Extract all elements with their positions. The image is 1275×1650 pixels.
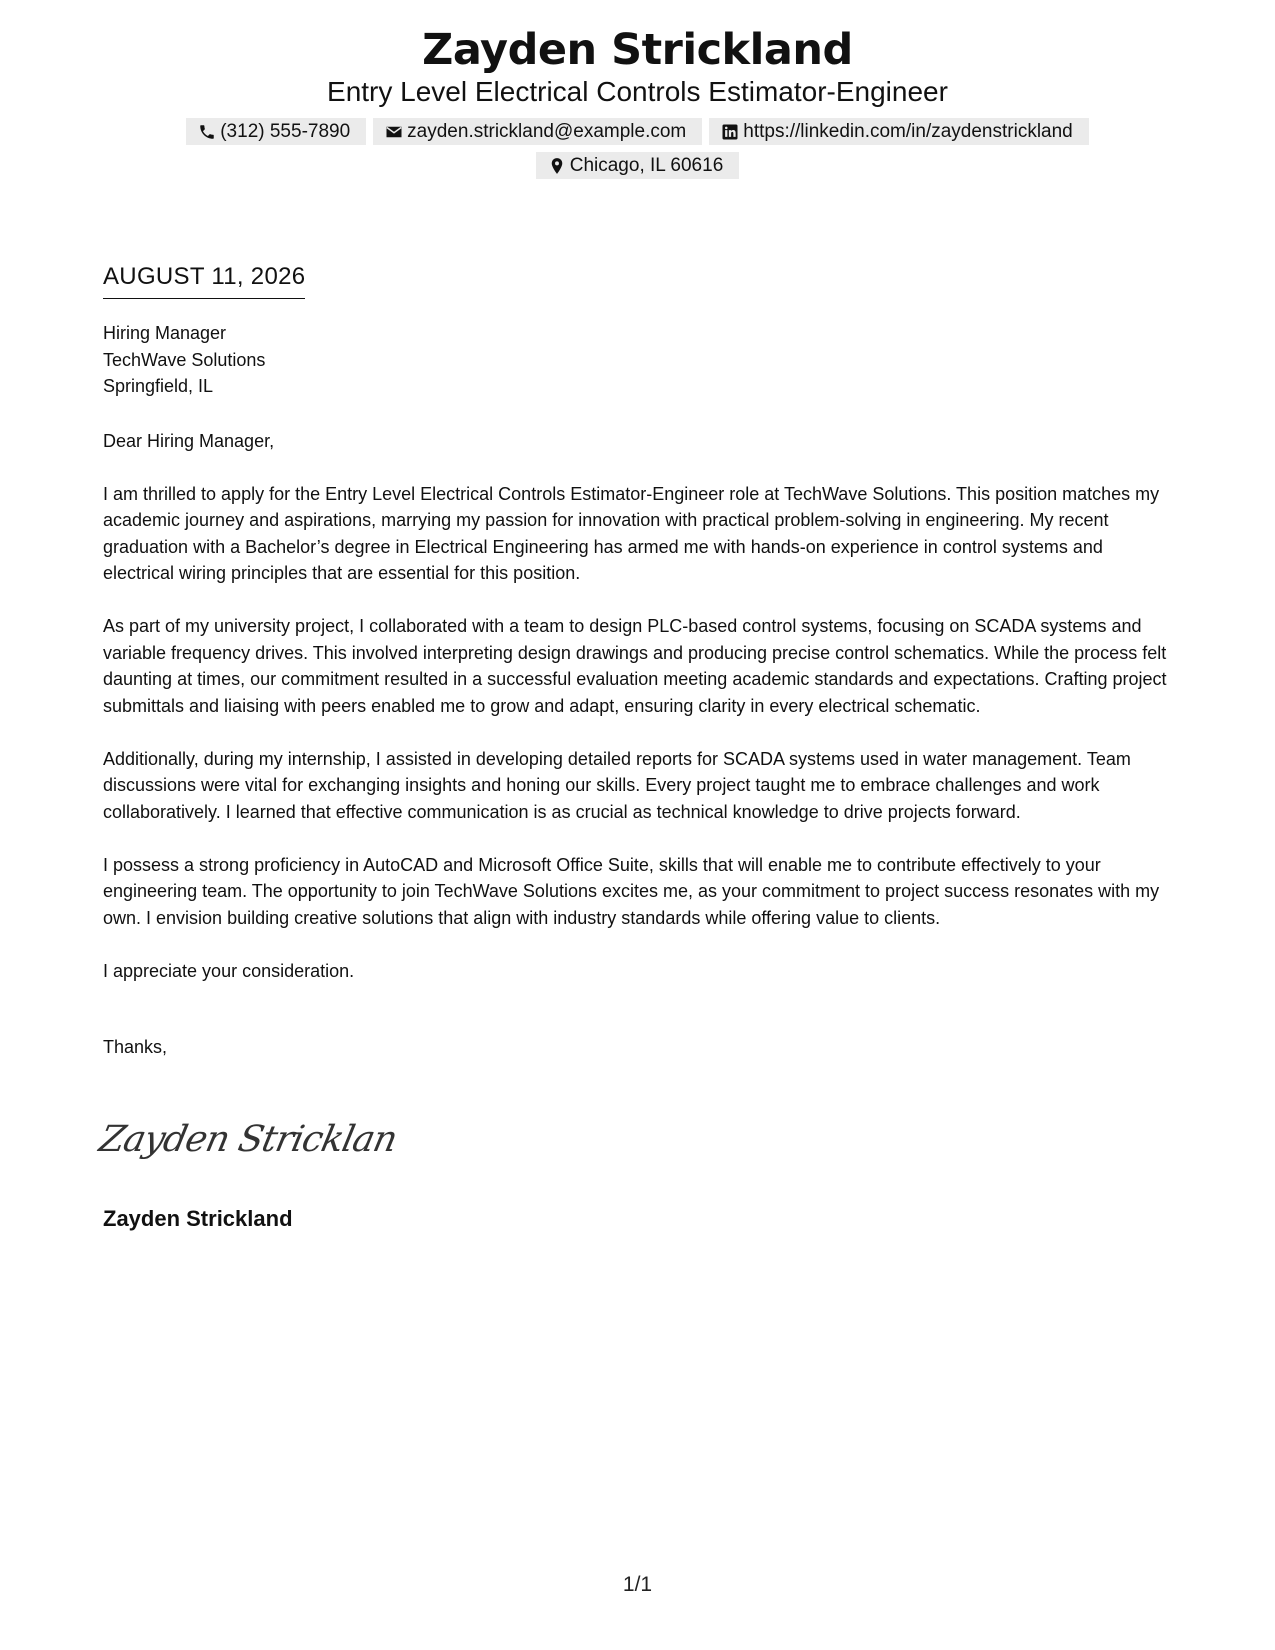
letter-body [103, 320, 1178, 1087]
map-marker-icon [548, 157, 566, 175]
email-text: zayden.strickland@example.com [407, 121, 687, 142]
recipient-location: Springfield, IL [103, 376, 214, 396]
recipient-title: Hiring Manager [103, 323, 227, 343]
applicant-name: Zayden Strickland [422, 25, 853, 75]
page-indicator: 1/1 [622, 1573, 653, 1596]
signer-name: Zayden Strickland [103, 1206, 293, 1231]
contact-location [536, 152, 740, 179]
paragraph-intro: I am thrilled to apply for the Entry Level Electrical Controls Estimator-Engineer role at TechWave Solutions. This position matches my academic journey and aspirations, marrying my passion for innovation with practical problem-solving in engineering. My recent graduation with a Bachelor’s degree in Electrical Engineering has armed me with hands-on experience in control systems and electrical wiring principles that are essential for this position. [103, 483, 1160, 583]
paragraph-internship: Additionally, during my internship, I assisted in developing detailed reports for SCADA systems used in water management. Team discussions were vital for exchanging insights and honing our skills. Every project taught me to embrace challenges and work collaboratively. I learned that effective communication is as crucial as technical knowledge to drive projects forward. [103, 748, 1131, 822]
paragraph-skills: I possess a strong proficiency in AutoCAD and Microsoft Office Suite, skills that will enable me to contribute effectively to your engineering team. The opportunity to join TechWave Solutions excites me, as your commitment to project success resonates with my own. I envision building creative solutions that align with industry standards while offering value to clients. [103, 854, 1160, 928]
paragraph-closing: I appreciate your consideration. [103, 960, 355, 981]
contact-email [373, 118, 702, 145]
envelope-icon [385, 123, 403, 141]
letter-date: AUGUST 11, 2026 [103, 262, 305, 299]
job-title: Entry Level Electrical Controls Estimator-Engineer [327, 76, 948, 107]
paragraph-project: As part of my university project, I collaborated with a team to design PLC-based control systems, focusing on SCADA systems and variable frequency drives. This involved interpreting design drawings and producing precise control schematics. While the process felt daunting at times, our commitment resulted in a successful evaluation meeting academic standards and expectations. Crafting project submittals and liaising with peers enabled me to grow and adapt, ensuring clarity in every electrical schematic. [103, 616, 1167, 716]
letter-header [0, 22, 1275, 179]
location-text: Chicago, IL 60616 [569, 155, 724, 176]
phone-icon [198, 123, 216, 141]
recipient-block [103, 320, 1178, 400]
closing: Thanks, [103, 1037, 168, 1057]
salutation: Dear Hiring Manager, [103, 430, 275, 451]
contact-bar [178, 118, 1098, 179]
contact-phone [186, 118, 366, 145]
linkedin-text: https://linkedin.com/in/zaydenstrickland [743, 121, 1073, 142]
linkedin-icon [721, 123, 739, 141]
contact-linkedin [709, 118, 1089, 145]
phone-text: (312) 555-7890 [220, 121, 351, 142]
recipient-company: TechWave Solutions [103, 349, 266, 370]
handwritten-signature: Zayden Stricklan [95, 1119, 401, 1160]
